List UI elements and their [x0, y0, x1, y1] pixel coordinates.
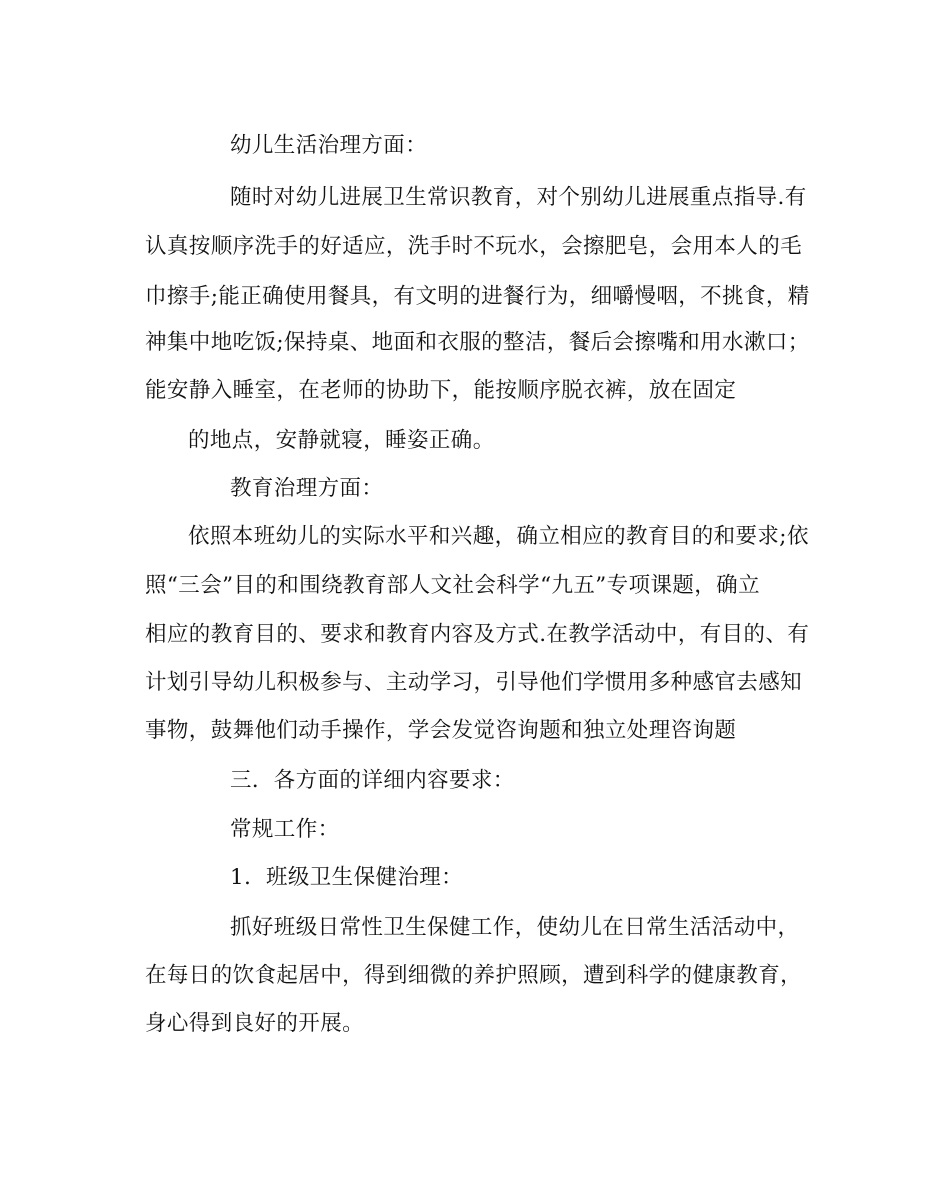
- paragraph-line: 认真按顺序洗手的好适应，洗手时不玩水，会擦肥皂，会用本人的毛: [145, 234, 803, 259]
- heading-routine-work: 常规工作：: [230, 817, 340, 842]
- heading-education-management: 教育治理方面：: [230, 476, 384, 501]
- heading-section-three: 三．各方面的详细内容要求：: [230, 768, 515, 793]
- paragraph-line: 的地点，安静就寝，睡姿正确。: [188, 428, 495, 453]
- paragraph-line: 事物，鼓舞他们动手操作，学会发觉咨询题和独立处理咨询题: [145, 718, 737, 743]
- paragraph-line: 神集中地吃饭;保持桌、地面和衣服的整洁，餐后会擦嘴和用水漱口；: [145, 330, 810, 355]
- paragraph-line: 随时对幼儿进展卫生常识教育，对个别幼儿进展重点指导.有: [230, 185, 807, 210]
- paragraph-line: 身心得到良好的开展。: [145, 1011, 365, 1036]
- paragraph-line: 能安静入睡室，在老师的协助下，能按顺序脱衣裤，放在固定: [145, 378, 737, 403]
- paragraph-line: 依照本班幼儿的实际水平和兴趣，确立相应的教育目的和要求;依: [188, 524, 809, 549]
- paragraph-line: 照“三会”目的和围绕教育部人文社会科学“九五”专项课题，确立: [145, 573, 760, 598]
- paragraph-line: 在每日的饮食起居中，得到细微的养护照顾，遭到科学的健康教育，: [145, 963, 803, 988]
- paragraph-line: 相应的教育目的、要求和教育内容及方式.在教学活动中，有目的、有: [145, 622, 810, 647]
- paragraph-line: 巾擦手;能正确使用餐具，有文明的进餐行为，细嚼慢咽，不挑食，精: [145, 284, 810, 309]
- heading-child-life-management: 幼儿生活治理方面：: [230, 133, 428, 158]
- heading-class-hygiene: 1．班级卫生保健治理：: [230, 865, 464, 890]
- paragraph-line: 抓好班级日常性卫生保健工作，使幼儿在日常生活活动中，: [230, 915, 800, 940]
- paragraph-line: 计划引导幼儿积极参与、主动学习，引导他们学惯用多种感官去感知: [145, 670, 803, 695]
